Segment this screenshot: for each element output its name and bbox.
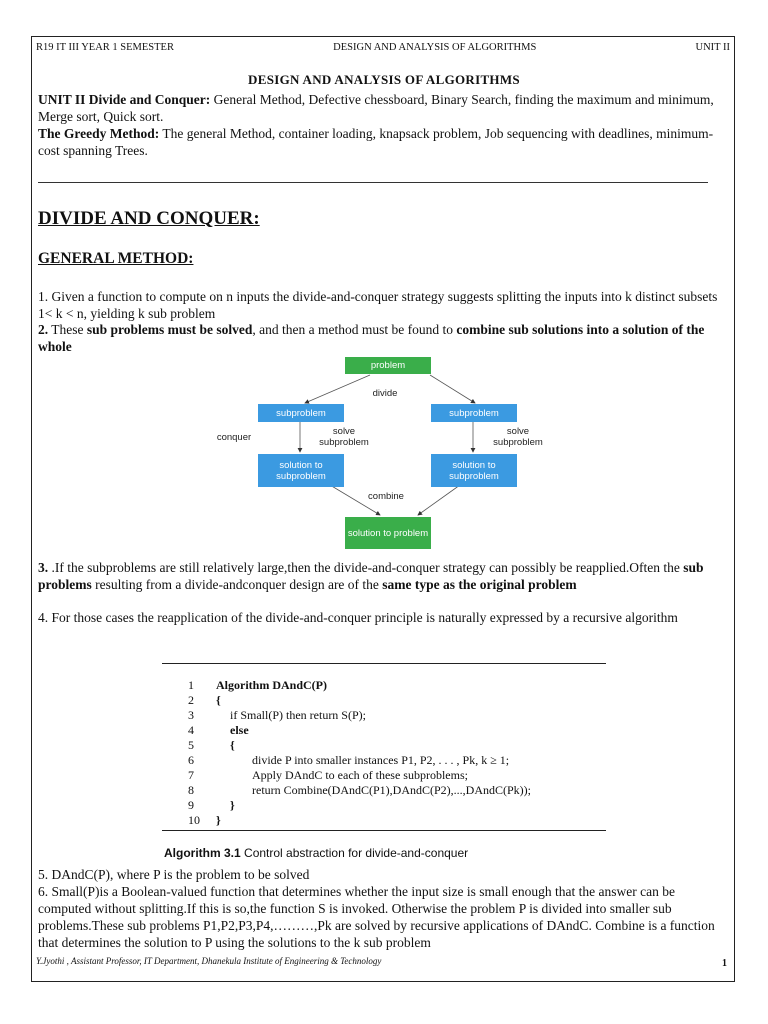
algorithm-line: return Combine(DAndC(P1),DAndC(P2),...,DAndC(Pk)); (252, 783, 531, 797)
page-number: 1 (722, 958, 727, 969)
point-6: 6. Small(P)is a Boolean-valued function that determines whether the input size is small enough that the answer can be computed without splitting.If this is so,the function S is invoked. Otherwise the problem P is divided into smaller sub problems.These sub problems P1,P2,P3,P4,………,Pk are solved by recursive applications of DAndC. Combine is a function that determines the solution to P using the solutions to the k sub problem (38, 884, 715, 950)
algorithm-line: { (216, 693, 221, 707)
heading-divide-and-conquer: DIVIDE AND CONQUER: (38, 208, 260, 229)
point-4: 4. For those cases the reapplication of the divide-and-conquer principle is naturally expressed by a recursive algorithm (38, 610, 678, 625)
unit-label: UNIT II Divide and Conquer: (38, 92, 211, 107)
algo-top-rule (162, 663, 606, 664)
algorithm-line-number: 3 (188, 708, 194, 722)
box-solution-left (258, 454, 344, 487)
algorithm-line: } (216, 813, 221, 827)
caption-text: Control abstraction for divide-and-conquer (240, 846, 469, 860)
header-right: UNIT II (695, 42, 730, 53)
point-2-bold-b: combine sub solutions into a solution of the whole (38, 322, 705, 354)
algorithm-line: Apply DAndC to each of these subproblems; (252, 768, 468, 782)
algorithm-line-number: 7 (188, 768, 194, 782)
box-solution-right (431, 454, 517, 487)
algorithm-line: else (230, 723, 249, 737)
horizontal-divider (38, 182, 708, 183)
label-solve-left: solve subproblem (319, 426, 369, 448)
algorithm-line: } (230, 798, 235, 812)
point-3-text-a: .If the subproblems are still relatively large,then the divide-and-conquer strategy can possibly be reapplied.Often the (48, 560, 684, 575)
box-problem (345, 357, 431, 374)
point-3-number: 3. (38, 560, 49, 575)
algorithm-line: Algorithm DAndC(P) (216, 678, 327, 692)
label-combine: combine (368, 491, 404, 502)
algorithm-line-number: 10 (188, 813, 200, 827)
caption-label: Algorithm 3.1 (164, 846, 241, 860)
algorithm-line-number: 4 (188, 723, 194, 737)
footer-author: Y.Jyothi , Assistant Professor, IT Department, Dhanekula Institute of Engineering & Technology (36, 956, 382, 966)
box-solution-to-problem (345, 517, 431, 549)
greedy-label: The Greedy Method: (38, 126, 160, 141)
point-2 (38, 321, 728, 355)
point-1: 1. Given a function to compute on n inputs the divide-and-conquer strategy suggests splitting the inputs into k distinct subsets 1< k < n, yielding k sub problem (38, 289, 718, 321)
algorithm-line-number: 1 (188, 678, 194, 692)
point-2-text-b: , and then a method must be found to (252, 322, 457, 337)
greedy-text: The general Method, container loading, knapsack problem, Job sequencing with deadlines, minimum-cost spanning Trees. (38, 126, 714, 158)
point-2-text-a: These (48, 322, 87, 337)
syllabus-unit (38, 91, 728, 125)
box-solution-to-problem-label: solution to problem (347, 527, 429, 539)
heading-general-method: GENERAL METHOD: (38, 250, 194, 267)
algorithm-line-number: 6 (188, 753, 194, 767)
box-problem-label: problem (370, 360, 406, 371)
algorithm-line-number: 9 (188, 798, 194, 812)
page-header (36, 42, 730, 53)
arrow-combine-right (418, 485, 460, 515)
syllabus-greedy (38, 125, 728, 159)
label-divide: divide (372, 388, 398, 399)
label-solve-right: solve subproblem (493, 426, 543, 448)
algorithm-line-number: 8 (188, 783, 194, 797)
point-3-bold-a: sub problems (38, 560, 704, 592)
header-left: R19 IT III YEAR 1 SEMESTER (36, 42, 174, 53)
box-solution-left-label: solution to subproblem (276, 459, 326, 482)
point-3 (38, 559, 728, 593)
point-3-bold-b: same type as the original problem (382, 577, 577, 592)
algorithm-line-number: 2 (188, 693, 194, 707)
box-subproblem-left-label: subproblem (276, 407, 326, 419)
box-subproblem-left (258, 404, 344, 422)
algorithm-line: divide P into smaller instances P1, P2, . . . , Pk, k ≥ 1; (252, 753, 510, 767)
algorithm-figure (162, 660, 606, 866)
algorithm-line: if Small(P) then return S(P); (230, 708, 366, 722)
header-center: DESIGN AND ANALYSIS OF ALGORITHMS (333, 42, 537, 53)
document-title: DESIGN AND ANALYSIS OF ALGORITHMS (248, 72, 520, 87)
box-subproblem-right-label: subproblem (449, 407, 499, 419)
box-solution-right-label: solution to subproblem (449, 459, 499, 482)
algorithm-caption (164, 846, 468, 860)
point-2-bold-a: sub problems must be solved (86, 322, 253, 337)
point-2-number: 2. (38, 322, 49, 337)
algo-bottom-rule (162, 830, 606, 831)
algorithm-line: { (230, 738, 235, 752)
label-conquer: conquer (216, 432, 252, 443)
point-3-text-b: resulting from a divide-andconquer design are of the (91, 577, 383, 592)
arrow-divide-right (430, 375, 475, 403)
point-5: 5. DAndC(P), where P is the problem to be solved (38, 867, 310, 882)
box-subproblem-right (431, 404, 517, 422)
unit-text: General Method, Defective chessboard, Binary Search, finding the maximum and minimum, Merge sort, Quick sort. (38, 92, 714, 124)
algorithm-line-number: 5 (188, 738, 194, 752)
